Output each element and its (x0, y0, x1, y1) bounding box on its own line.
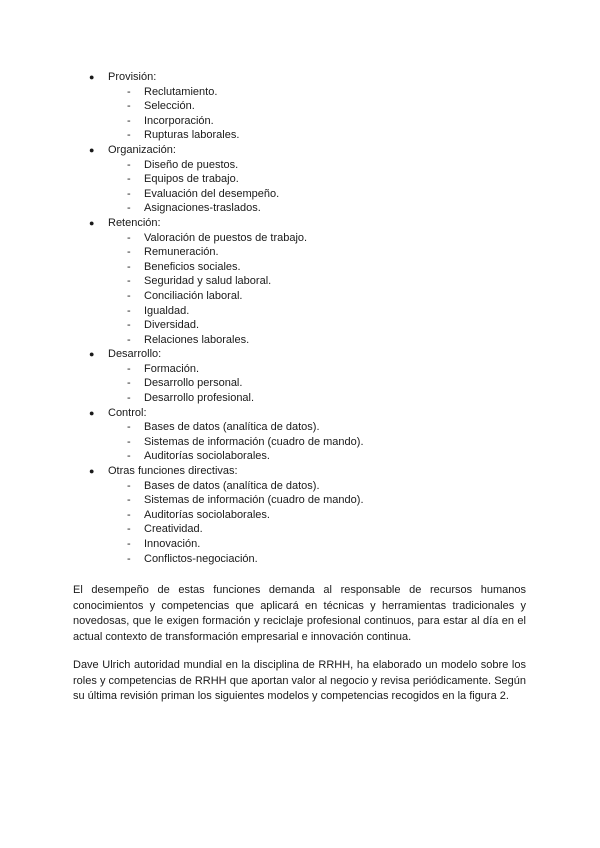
list-item-label: Bases de datos (analítica de datos). (144, 479, 320, 492)
list-item (0, 479, 600, 494)
list-item (0, 522, 600, 537)
list-item-label: Rupturas laborales. (144, 129, 240, 142)
list-item-label: Sistemas de información (cuadro de mando). (144, 494, 364, 507)
list-item-label: Conflictos-negociación. (144, 552, 258, 565)
dash-icon: - (127, 494, 131, 507)
list-item (0, 99, 600, 114)
dash-icon: - (127, 523, 131, 536)
list-item (0, 333, 600, 348)
category-label: Provisión: (108, 71, 157, 83)
category-line (0, 143, 600, 158)
dash-icon: - (127, 552, 131, 565)
dash-icon: - (127, 129, 131, 142)
subitem-list (0, 158, 600, 216)
list-item (0, 508, 600, 523)
category-label: Otras funciones directivas: (108, 465, 238, 478)
dash-icon: - (127, 173, 131, 186)
dash-icon: - (127, 289, 131, 302)
category-label: Control: (108, 406, 147, 419)
bullet-icon: ● (89, 217, 95, 228)
list-item (0, 260, 600, 275)
list-item (0, 391, 600, 406)
list-item (0, 172, 600, 187)
category-line (0, 70, 600, 85)
list-item-label: Evaluación del desempeño. (144, 187, 280, 200)
list-item-label: Relaciones laborales. (144, 333, 250, 346)
category-line (0, 216, 600, 231)
list-item (0, 289, 600, 304)
list-item (0, 158, 600, 173)
subitem-list (0, 231, 600, 348)
list-item-label: Reclutamiento. (144, 85, 218, 98)
subitem-list (0, 420, 600, 464)
list-item-label: Incorporación. (144, 114, 214, 127)
list-item-label: Innovación. (144, 538, 201, 550)
bullet-icon: ● (89, 72, 95, 82)
category-line (0, 464, 600, 479)
dash-icon: - (127, 319, 131, 332)
list-item-label: Conciliación laboral. (144, 289, 243, 302)
list-item (0, 231, 600, 246)
category-label: Organización: (108, 143, 176, 156)
dash-icon: - (127, 377, 131, 390)
category-line (0, 347, 600, 362)
dash-icon: - (127, 275, 131, 288)
category-line (0, 406, 600, 421)
dash-icon: - (127, 421, 131, 434)
list-item (0, 318, 600, 333)
outline-category (0, 216, 600, 347)
list-item-label: Diseño de puestos. (144, 158, 239, 171)
list-item-label: Desarrollo personal. (144, 377, 243, 390)
list-item-label: Seguridad y salud laboral. (144, 275, 272, 288)
dash-icon: - (127, 304, 131, 317)
list-item-label: Selección. (144, 100, 195, 113)
subitem-list (0, 479, 600, 567)
dash-icon: - (127, 114, 131, 127)
subitem-list (0, 362, 600, 406)
dash-icon: - (127, 333, 131, 346)
list-item (0, 420, 600, 435)
list-item (0, 114, 600, 129)
bullet-icon: ● (89, 144, 95, 155)
dash-icon: - (127, 362, 131, 375)
category-label: Desarrollo: (108, 348, 162, 361)
list-item (0, 552, 600, 567)
category-label: Retención: (108, 216, 161, 229)
list-item-label: Valoración de puestos de trabajo. (144, 231, 308, 244)
dash-icon: - (127, 158, 131, 171)
list-item-label: Bases de datos (analítica de datos). (144, 421, 320, 434)
dash-icon: - (127, 187, 131, 200)
bullet-icon: ● (89, 407, 95, 418)
dash-icon: - (127, 100, 131, 113)
list-item-label: Diversidad. (144, 319, 200, 332)
list-item (0, 85, 600, 100)
dash-icon: - (127, 450, 131, 463)
list-item-label: Igualdad. (144, 304, 190, 317)
outline-category (0, 347, 600, 405)
dash-icon: - (127, 392, 131, 405)
list-item (0, 449, 600, 464)
dash-icon: - (127, 246, 131, 259)
list-item (0, 493, 600, 508)
list-item (0, 537, 600, 552)
bullet-icon: ● (89, 349, 95, 360)
list-item-label: Formación. (144, 362, 200, 375)
outline-category (0, 70, 600, 143)
list-item (0, 201, 600, 216)
paragraph-competencies: El desempeño de estas funciones demanda al responsable de recursos humanos conocimientos y competencias que aplicará en técnicas y herramientas tradicionales y novedosas, que le exigen formación y reciclaje profesional continuos, para estar al día en el actual contexto de transformación empresarial e innovación continua. (73, 584, 526, 643)
dash-icon: - (127, 508, 131, 521)
list-item-label: Auditorías sociolaborales. (144, 508, 270, 521)
dash-icon: - (127, 85, 131, 98)
dash-icon: - (127, 479, 131, 492)
outline-category (0, 464, 600, 566)
paragraph-ulrich-model: Dave Ulrich autoridad mundial en la disciplina de RRHH, ha elaborado un modelo sobre los roles y competencias de RRHH que aportan valor al negocio y revisa periódicamente. Según su última revisión priman los siguientes modelos y competencias recogidos en la figura 2. (73, 659, 526, 703)
dash-icon: - (127, 435, 131, 448)
list-item-label: Creatividad. (144, 523, 203, 536)
list-item-label: Equipos de trabajo. (144, 173, 239, 186)
functions-outline (0, 70, 600, 566)
bullet-icon: ● (89, 466, 95, 477)
list-item (0, 187, 600, 202)
list-item (0, 245, 600, 260)
list-item-label: Sistemas de información (cuadro de mando). (144, 435, 364, 448)
dash-icon: - (127, 260, 131, 273)
list-item (0, 362, 600, 377)
list-item (0, 304, 600, 319)
dash-icon: - (127, 202, 131, 215)
dash-icon: - (127, 538, 131, 550)
subitem-list (0, 85, 600, 143)
list-item-label: Auditorías sociolaborales. (144, 450, 270, 463)
outline-category (0, 143, 600, 216)
dash-icon: - (127, 231, 131, 244)
list-item (0, 128, 600, 143)
list-item-label: Remuneración. (144, 246, 219, 259)
list-item (0, 435, 600, 450)
list-item (0, 274, 600, 289)
outline-category (0, 406, 600, 464)
list-item-label: Beneficios sociales. (144, 260, 241, 273)
list-item-label: Desarrollo profesional. (144, 392, 255, 405)
list-item-label: Asignaciones-traslados. (144, 202, 261, 215)
list-item (0, 376, 600, 391)
